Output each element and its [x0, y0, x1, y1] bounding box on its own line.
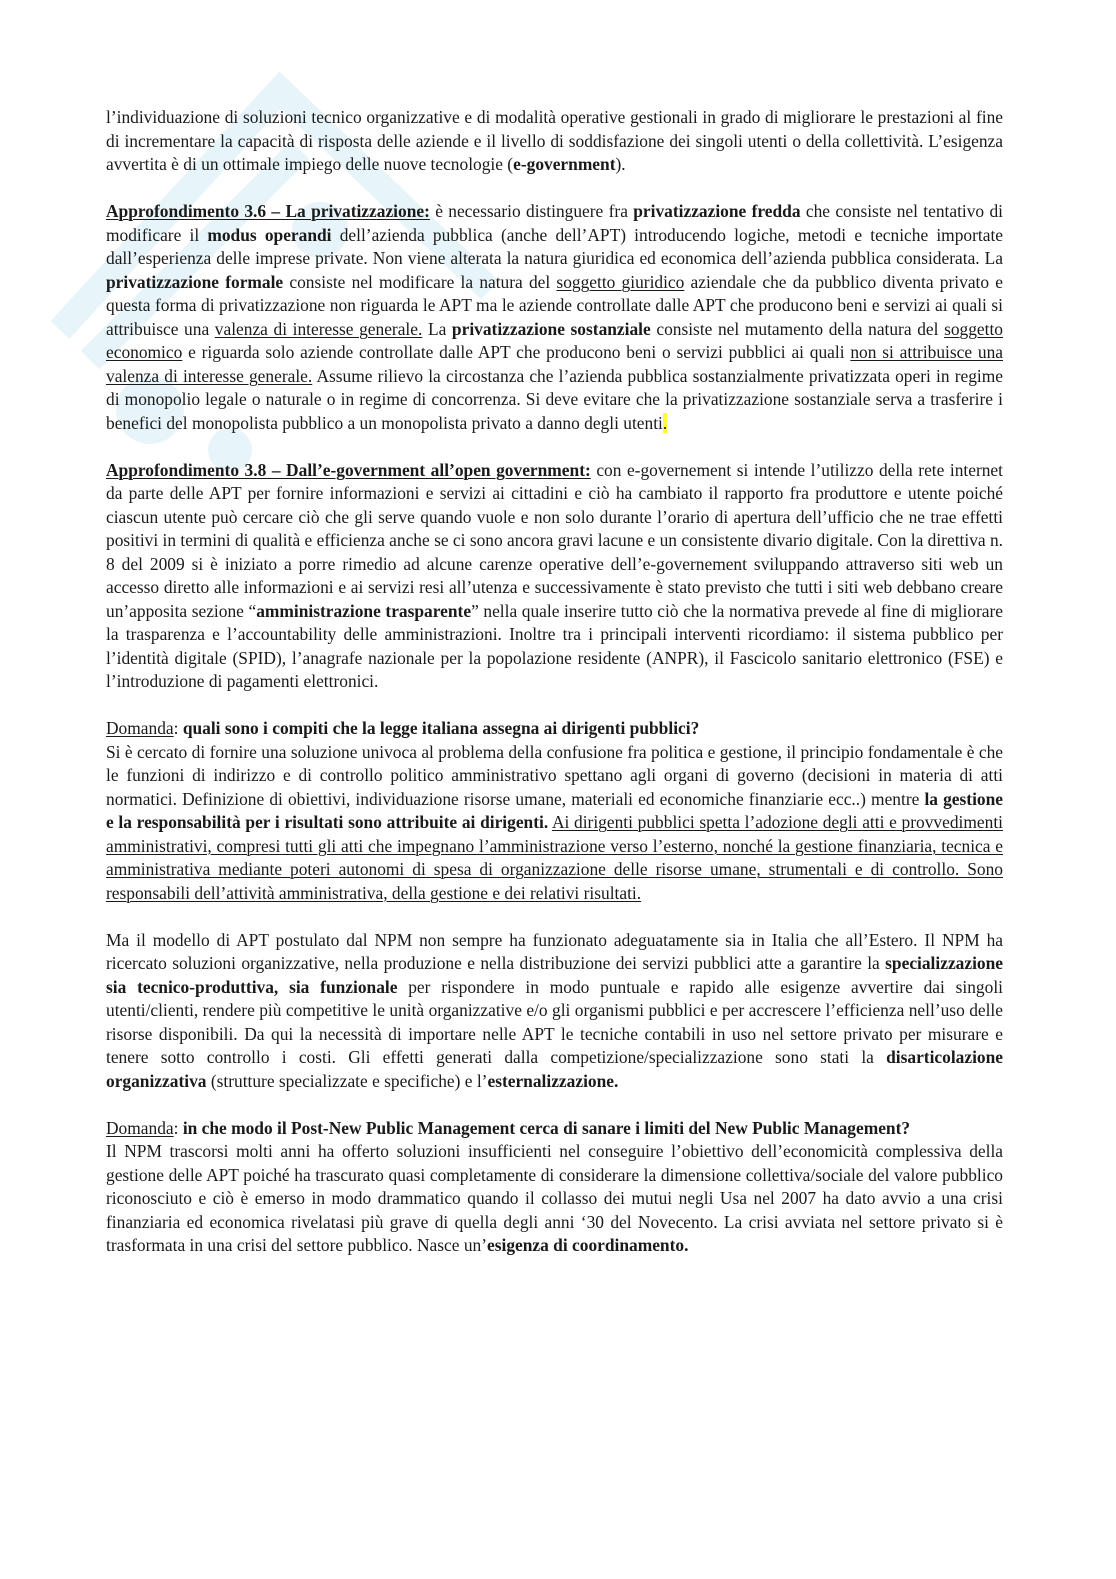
- text: dell’azienda pubblica (anche dell’APT) introducendo logiche, metodi e tecniche importate dall’esperienza delle imprese private. Non viene alterata la natura giuridica ed economica dell’azienda pubblica considerata. La: [106, 224, 1003, 268]
- text: con e-governement si intende l’utilizzo della rete internet da parte delle APT per fornire informazioni e servizi ai cittadini e ciò ha cambiato il rapporto fra produttore e utente poiché ciascun utente può cercare ciò che gli serve quando vuole e non solo durante l’orario di apertura dell’ufficio che ne trae effetti positivi in termini di qualità e efficienza anche se ci sono ancora gravi lacune e un consistente divario digitale. Con la direttiva n. 8 del 2009 si è iniziato a porre rimedio ad alcune carenze operative dell’e-governement sviluppando attraverso siti web un accesso diretto alle informazioni e ai servizi resi all’utenza e successivamente è stato previsto che tutti i siti web debbano creare un’apposita sezione “: [106, 459, 1003, 621]
- text: Si è cercato di fornire una soluzione univoca al problema della confusione fra politica e gestione, il principio fondamentale è che le funzioni di indirizzo e di controllo politico amministrativo spettano agli organi di governo (decisioni in materia di atti normatici. Definizione di obiettivi, individuazione risorse umane, materiali ed economiche finanziarie ecc..) mentre: [106, 741, 1003, 809]
- bold-term: e-government: [513, 154, 616, 174]
- text: ).: [615, 154, 626, 174]
- text: ” nella quale inserire tutto ciò che la normativa prevede al fine di migliorare la trasparenza e l’accountability delle amministrazioni. Inoltre tra i principali interventi ricordiamo: il sistema pubblico per l’identità digitale (SPID), l’anagrafe nazionale per la popolazione residente (ANPR), il Fascicolo sanitario elettronico (FSE) e l’introduzione di pagamenti elettronici.: [106, 600, 1004, 691]
- bold-term: privatizzazione fredda: [633, 201, 801, 221]
- bold-term: esternalizzazione.: [487, 1070, 619, 1091]
- bold-term: disarticolazione organizzativa: [106, 1047, 1003, 1091]
- text: aziendale che da pubblico diventa privato e questa forma di privatizzazione non riguarda le APT ma le aziende controllate dalle APT che producono beni e servizi ai quali si attribuisce una: [106, 271, 1003, 339]
- text: Il NPM trascorsi molti anni ha offerto soluzioni insufficienti nel conseguire l’obiettivo dell’economicità complessiva della gestione delle APT poiché ha trascurato quasi completamente di considerare la dimensione collettiva/sociale del valore pubblico riconosciuto e ciò è emerso in modo drammatico quando il collasso dei mutui negli Usa nel 2007 ha dato avvio a una crisi finanziaria ed economica rivelatasi più grave di quella degli anni ‘30 del Novecento. La crisi avviata nel settore privato si è trasformata in una crisi del settore pubblico. Nasce un’: [106, 1141, 1003, 1255]
- question-dirigenti: [106, 717, 1003, 741]
- paragraph-npm: [106, 929, 1003, 1094]
- paragraph-post-npm: [106, 1140, 1003, 1258]
- bold-term: modus operandi: [207, 224, 332, 245]
- text: è necessario distinguere fra: [429, 201, 634, 221]
- text: per rispondere in modo puntuale e rapido alle esigenze avvertire dai singoli utenti/clienti, rendere più competitive le unità organizzative e/o gli organismi pubblici e per accrescere l’efficienza nell’uso delle risorse disponibili. Da qui la necessità di importare nelle APT le tecniche contabili in uso nel settore privato per misurare e tenere sotto controllo i costi. Gli effetti generati dalla competizione/specializzazione sono stati la: [106, 976, 1003, 1067]
- bold-term: specializzazione sia tecnico-produttiva, sia funzionale: [106, 953, 1003, 997]
- question-label: Domanda: [106, 1117, 174, 1138]
- text: e riguarda solo aziende controllate dalle APT che producono beni o servizi pubblici ai quali: [182, 342, 851, 362]
- text: l’individuazione di soluzioni tecnico organizzative e di modalità operative gestionali in grado di migliorare le prestazioni al fine di incrementare la capacità di risposta delle aziende e il livello di soddisfazione dei singoli utenti o della collettività. L’esigenza avvertita è di un ottimale impiego delle nuove tecnologie (: [106, 107, 1003, 174]
- underlined-term: soggetto giuridico: [556, 271, 685, 292]
- text: La: [422, 318, 452, 339]
- paragraph-privatizzazione: [106, 200, 1003, 435]
- question-text: in che modo il Post-New Public Management cerca di sanare i limiti del New Public Management?: [182, 1117, 911, 1138]
- paragraph-dirigenti: [106, 741, 1003, 906]
- underlined-passage: Ai dirigenti pubblici spetta l’adozione degli atti e provvedimenti amministrativi, compresi tutti gli atti che impegnano l’amministrazione verso l’esterno, nonché la gestione finanziaria, tecnica e amministrativa mediante poteri autonomi di spesa di organizzazione delle risorse umane, strumentali e di controllo. Sono responsabili dell’attività amministrativa, della gestione e dei relativi risultati.: [106, 812, 1003, 903]
- question-label: Domanda: [106, 718, 174, 738]
- text: consiste nel modificare la natura del: [283, 271, 557, 292]
- paragraph-open-government: [106, 459, 1003, 694]
- question-text: quali sono i compiti che la legge italiana assegna ai dirigenti pubblici?: [182, 718, 700, 738]
- section-heading-3-6: Approfondimento 3.6 – La privatizzazione:: [106, 201, 430, 221]
- section-heading-3-8: Approfondimento 3.8 – Dall’e-government all’open government:: [106, 459, 591, 480]
- bold-term: amministrazione trasparente: [256, 600, 472, 621]
- highlight-mark: .: [662, 412, 668, 433]
- underlined-term: non si attribuisce una valenza di interesse generale.: [106, 342, 1003, 386]
- paragraph-egov-intro: [106, 106, 1003, 177]
- bold-term: esigenza di coordinamento.: [487, 1235, 689, 1255]
- text: :: [173, 1117, 183, 1138]
- bold-term: privatizzazione sostanziale: [451, 318, 651, 339]
- text: Assume rilievo la circostanza che l’azienda pubblica sostanzialmente privatizzata operi in regime di monopolio legale o naturale o in regime di concorrenza. Si deve evitare che la privatizzazione sostanziale serva a trasferire i benefici del monopolista pubblico a un monopolista privato a danno degli utenti: [106, 365, 1003, 433]
- document-page: [106, 106, 1003, 1281]
- question-post-npm: [106, 1117, 1003, 1141]
- text: consiste nel mutamento della natura del: [650, 318, 945, 339]
- text: :: [173, 718, 183, 738]
- underlined-term: soggetto economico: [106, 318, 1003, 362]
- text: Ma il modello di APT postulato dal NPM non sempre ha funzionato adeguatamente sia in Italia che all’Estero. Il NPM ha ricercato soluzioni organizzative, nella produzione e nella distribuzione dei servizi pubblici atte a garantire la: [106, 929, 1003, 973]
- bold-term: la gestione e la responsabilità per i risultati sono attribuite ai dirigenti.: [106, 788, 1003, 832]
- text: (strutture specializzate e specifiche) e l’: [206, 1070, 488, 1091]
- bold-term: privatizzazione formale: [106, 271, 284, 292]
- text: che consiste nel tentativo di modificare il: [106, 201, 1003, 245]
- underlined-term: valenza di interesse generale.: [214, 318, 423, 339]
